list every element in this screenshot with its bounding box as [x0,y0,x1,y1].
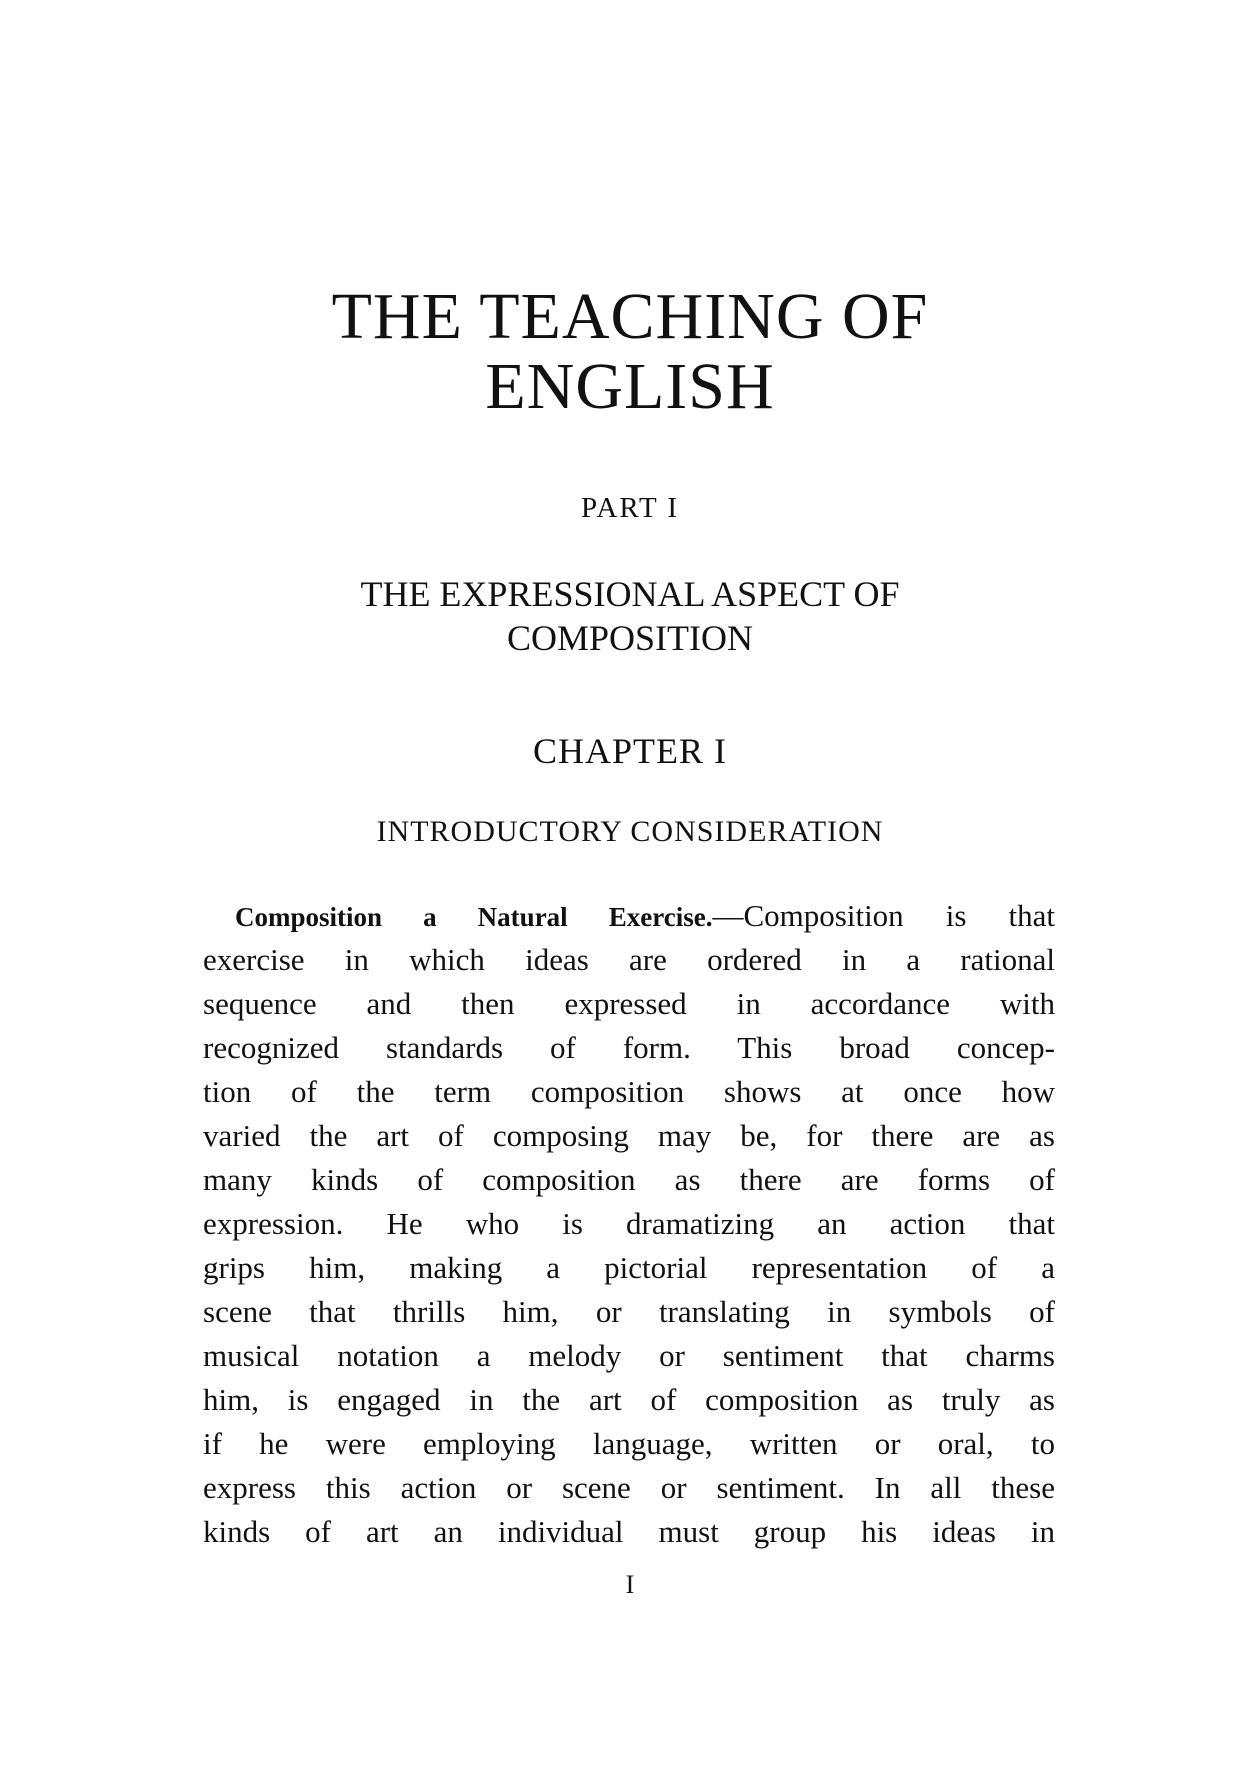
part-heading: PART I [580,492,680,524]
body-line: tion of the term composition shows at once how [203,1074,1055,1109]
run-in-heading: Composition a Natural Exercise. [235,902,713,932]
section-heading-line-1: THE EXPRESSIONAL ASPECT OF [360,574,900,614]
body-line: exercise in which ideas are ordered in a rational [203,942,1055,977]
body-paragraph [203,894,1055,1554]
body-line: express this action or scene or sentiment. In all these [203,1470,1055,1505]
body-line: scene that thrills him, or translating in symbols of [203,1294,1055,1329]
body-line: many kinds of composition as there are forms of [203,1162,1055,1197]
section-heading [200,572,1060,660]
body-line: recognized standards of form. This broad concep- [203,1030,1055,1065]
body-line [203,894,1055,938]
body-line: sequence and then expressed in accordance with [203,986,1055,1021]
book-title-line-2: ENGLISH [485,350,775,423]
body-line: musical notation a melody or sentiment that charms [203,1338,1055,1373]
section-heading-line-2: COMPOSITION [506,618,754,658]
chapter-heading: CHAPTER I [532,731,727,771]
book-title [200,282,1060,422]
body-line-text: —Composition is that [712,898,1056,933]
body-line: kinds of art an individual must group his ideas in [203,1514,1055,1549]
chapter-title: INTRODUCTORY CONSIDERATION [376,815,884,848]
body-line: expression. He who is dramatizing an action that [203,1206,1055,1241]
body-line: varied the art of composing may be, for there are as [203,1118,1055,1153]
page-number: I [625,1570,635,1599]
book-title-line-1: THE TEACHING OF [331,280,929,353]
body-line: him, is engaged in the art of composition as truly as [203,1382,1055,1417]
body-line: if he were employing language, written or oral, to [203,1426,1055,1461]
body-line: grips him, making a pictorial representation of a [203,1250,1055,1285]
